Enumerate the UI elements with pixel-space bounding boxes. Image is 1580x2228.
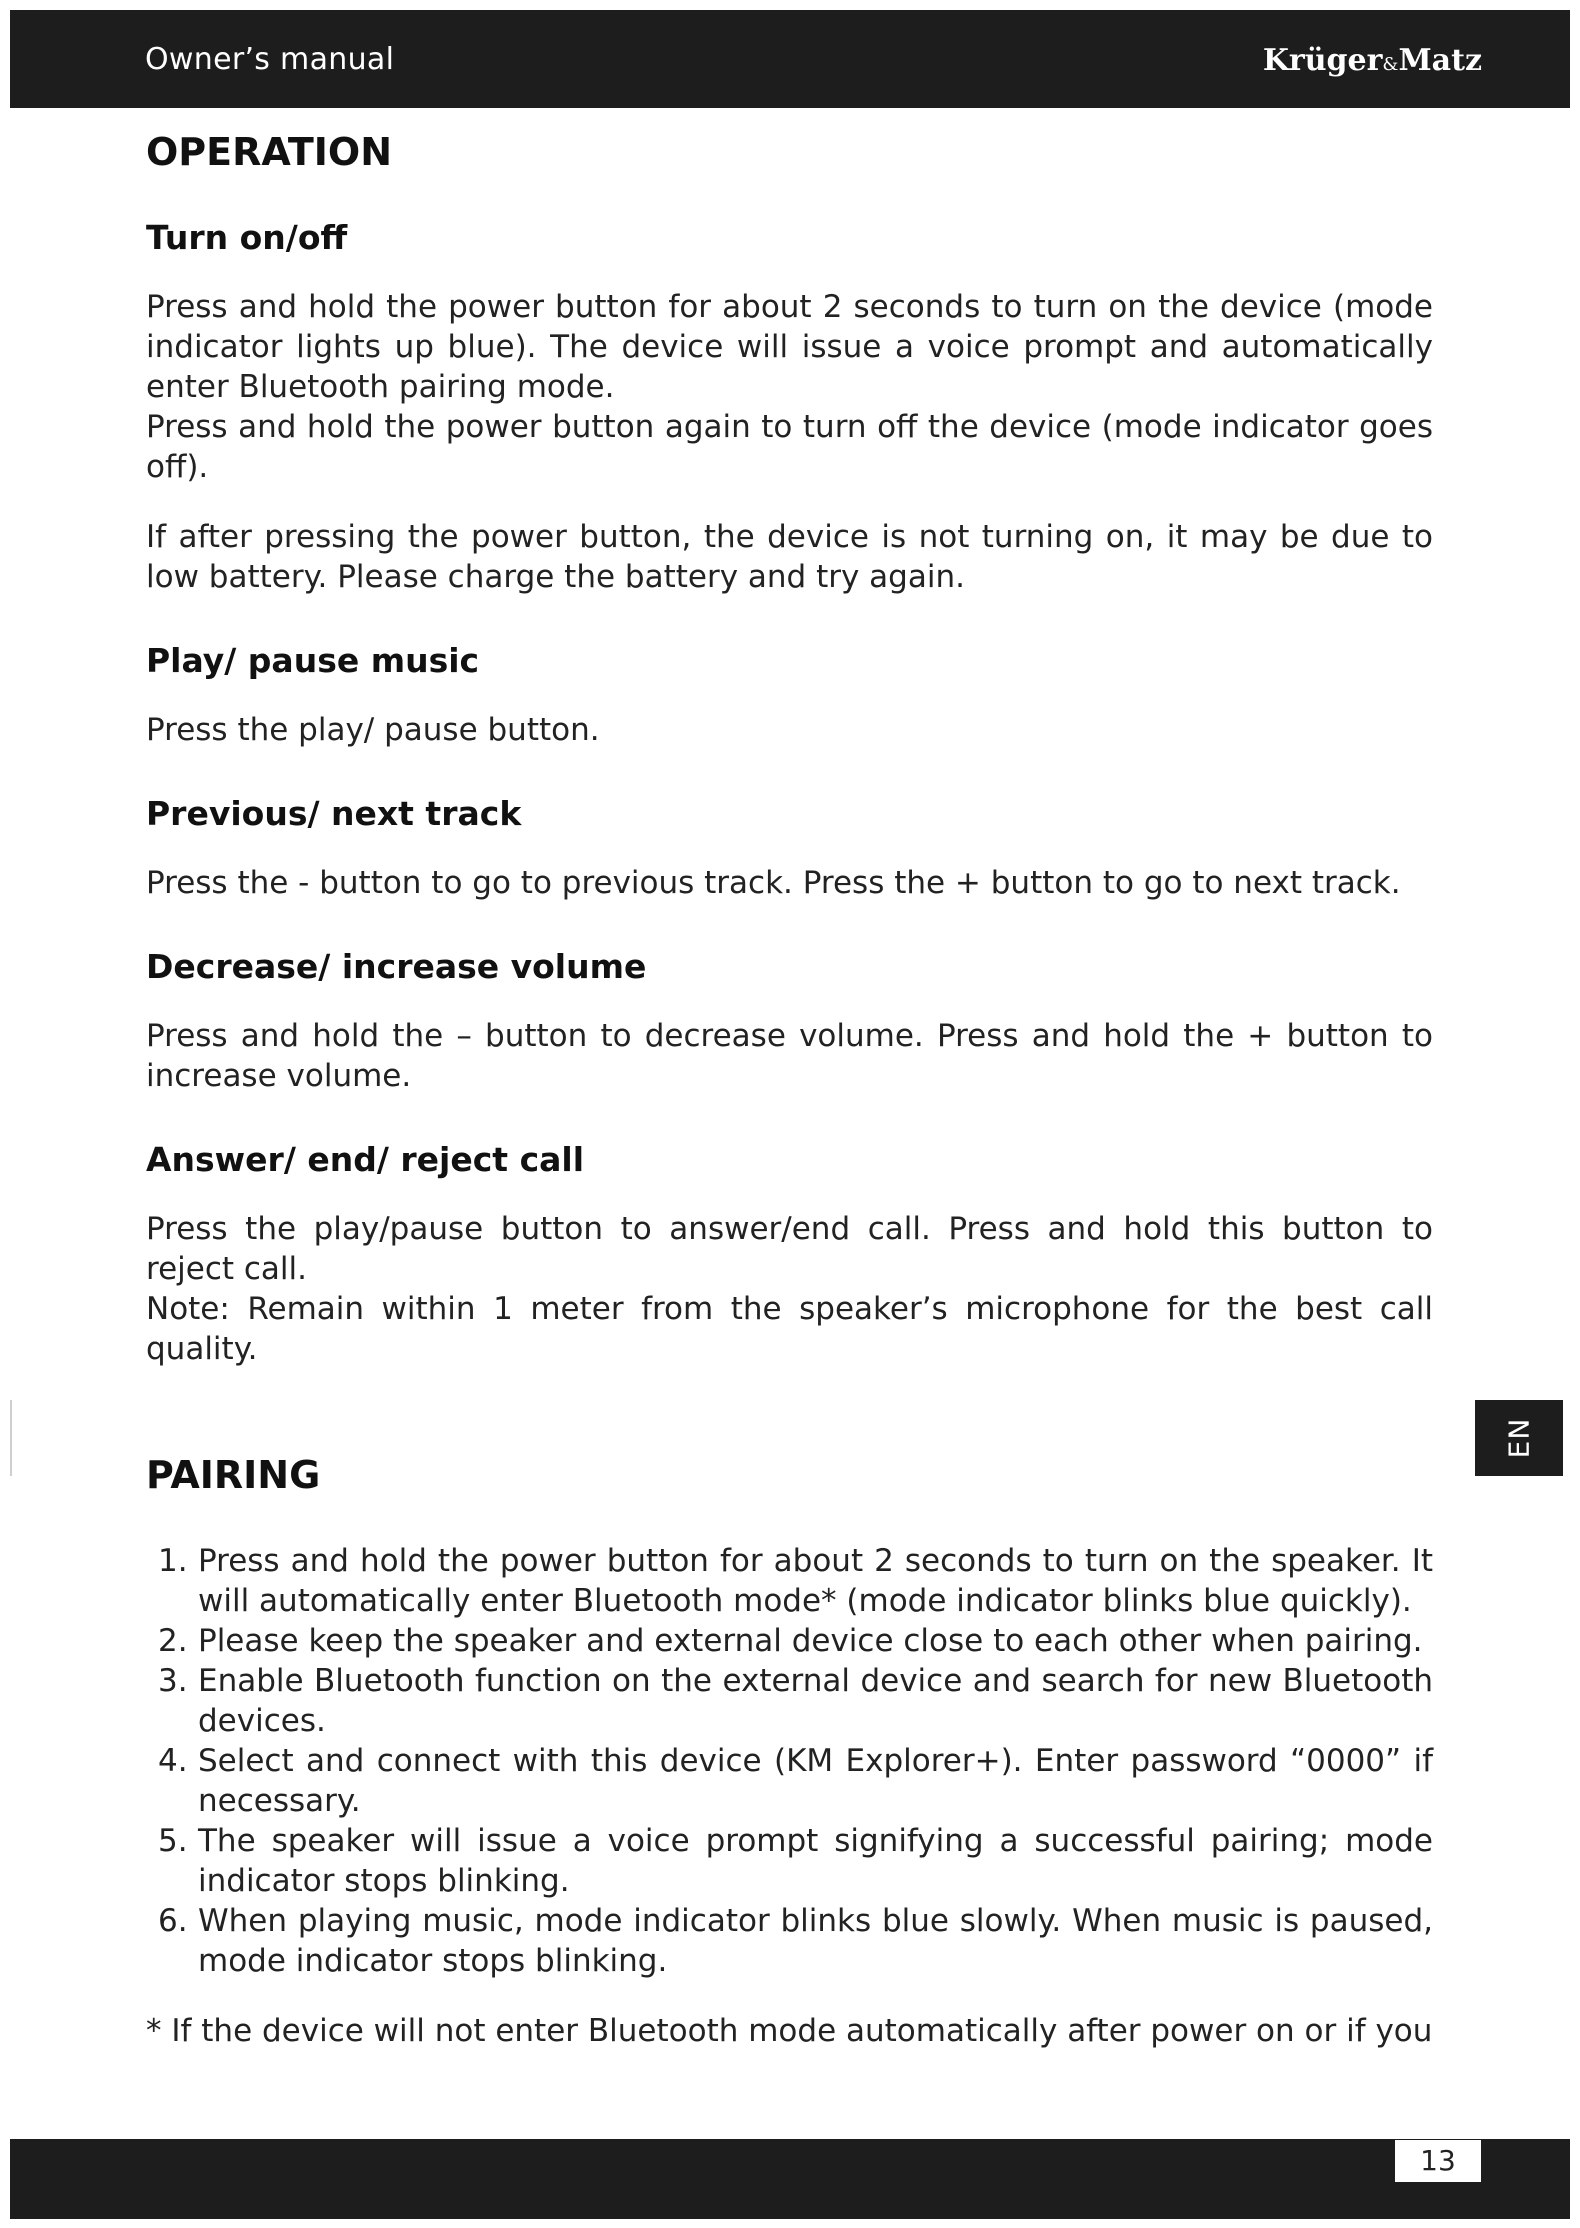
list-item: 1. Press and hold the power button for about 2 seconds to turn on the speaker. It will automatically enter Bluetooth mode* (mode indicator blinks blue quickly). bbox=[158, 1543, 1433, 1619]
list-item: 3. Enable Bluetooth function on the external device and search for new Bluetooth devices. bbox=[158, 1663, 1433, 1739]
list-item: 4. Select and connect with this device (KM Explorer+). Enter password “0000” if necessary. bbox=[158, 1743, 1433, 1819]
turn-on-off-heading: Turn on/off bbox=[146, 218, 348, 257]
brand-amp: & bbox=[1382, 54, 1399, 75]
header-bar bbox=[10, 10, 1570, 108]
language-label: EN bbox=[1502, 1417, 1536, 1459]
call-note: Note: Remain within 1 meter from the speaker’s microphone for the best call quality. bbox=[146, 1291, 1433, 1367]
turn-off-paragraph: Press and hold the power button again to turn off the device (mode indicator goes off). bbox=[146, 409, 1433, 485]
pairing-steps bbox=[146, 1541, 1433, 1981]
page-content bbox=[146, 130, 1433, 2051]
play-pause-heading: Play/ pause music bbox=[146, 641, 480, 680]
turn-on-paragraph: Press and hold the power button for about 2 seconds to turn on the device (mode indicator lights up blue). The device will issue a voice prompt and automatically enter Bluetooth pairing mode. bbox=[146, 289, 1433, 405]
page-number: 13 bbox=[1395, 2140, 1481, 2182]
brand-main: Krüger bbox=[1262, 43, 1383, 78]
footer-bar bbox=[10, 2139, 1570, 2219]
operation-title: OPERATION bbox=[146, 130, 392, 174]
list-item: 6. When playing music, mode indicator blinks blue slowly. When music is paused, mode indicator stops blinking. bbox=[158, 1903, 1433, 1979]
call-heading: Answer/ end/ reject call bbox=[146, 1140, 585, 1179]
play-pause-paragraph: Press the play/ pause button. bbox=[146, 712, 600, 748]
list-item: 2. Please keep the speaker and external device close to each other when pairing. bbox=[158, 1623, 1423, 1659]
brand-logo bbox=[1263, 43, 1482, 78]
prev-next-heading: Previous/ next track bbox=[146, 794, 522, 833]
list-item: 5. The speaker will issue a voice prompt signifying a successful pairing; mode indicator stops blinking. bbox=[158, 1823, 1433, 1899]
language-tab bbox=[1475, 1400, 1563, 1476]
volume-paragraph: Press and hold the – button to decrease volume. Press and hold the + button to increase volume. bbox=[146, 1018, 1433, 1094]
pairing-title: PAIRING bbox=[146, 1453, 321, 1497]
pairing-footnote: * If the device will not enter Bluetooth mode automatically after power on or if you bbox=[146, 2013, 1433, 2049]
low-battery-paragraph: If after pressing the power button, the device is not turning on, it may be due to low battery. Please charge the battery and try again. bbox=[146, 519, 1433, 595]
prev-next-paragraph: Press the - button to go to previous track. Press the + button to go to next track. bbox=[146, 865, 1401, 901]
call-paragraph: Press the play/pause button to answer/end call. Press and hold this button to reject call. bbox=[146, 1211, 1433, 1287]
margin-mark bbox=[10, 1400, 12, 1476]
brand-end: Matz bbox=[1398, 43, 1482, 78]
manual-title: Owner’s manual bbox=[145, 42, 395, 77]
volume-heading: Decrease/ increase volume bbox=[146, 947, 647, 986]
